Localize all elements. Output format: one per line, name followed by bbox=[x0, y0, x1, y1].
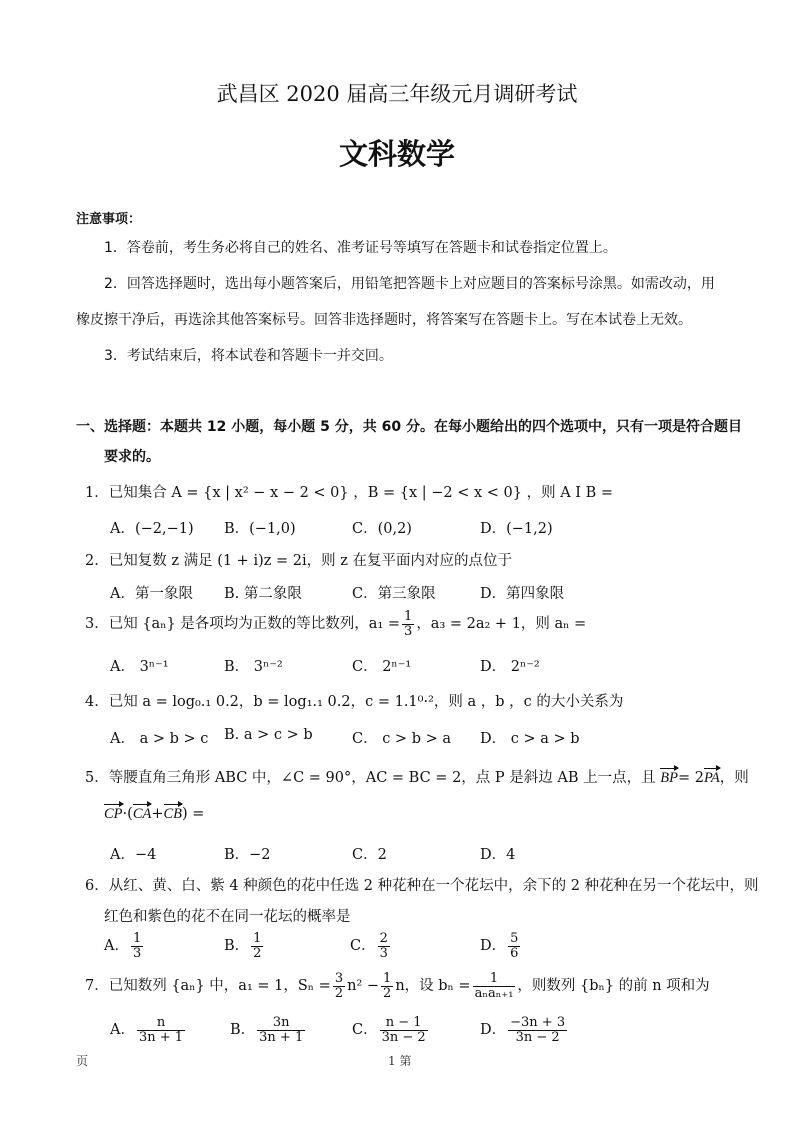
q7-option-c bbox=[352, 1016, 430, 1044]
q7-option-b bbox=[230, 1016, 307, 1044]
q5-option-d: D．4 bbox=[480, 847, 516, 863]
q3-frac-den: 3 bbox=[404, 623, 413, 639]
q1-option-b: B．(−1,0) bbox=[224, 521, 296, 537]
q2-option-b: B. 第二象限 bbox=[224, 586, 302, 602]
q2-option-c: C．第三象限 bbox=[352, 586, 436, 602]
q3-frac-num: 1 bbox=[404, 609, 413, 624]
question-1-stem: 1．已知集合 A = {x | x² − x − 2 < 0} ，B = {x | −2 < x < 0} ，则 A I B = bbox=[85, 485, 614, 501]
q7-f1-den: 2 bbox=[334, 985, 344, 1001]
q5-dot: ·( bbox=[122, 806, 133, 822]
q5-end: ) = bbox=[182, 806, 205, 822]
q6-a-fraction bbox=[131, 932, 143, 960]
q5-option-a: A．−4 bbox=[110, 847, 157, 863]
q7-a-label: A． bbox=[110, 1022, 135, 1039]
q7-a-den: 3n + 1 bbox=[138, 1029, 184, 1045]
notice-item-2-line-1: 2．回答选择题时，选出每小题答案后，用铅笔把答题卡上对应题目的答案标号涂黑。如需改动，用 bbox=[104, 276, 715, 292]
q6-a-label: A． bbox=[104, 938, 129, 955]
q7-b-fraction bbox=[257, 1016, 305, 1044]
vector-cp: CP bbox=[104, 806, 123, 822]
q7-frac-1 bbox=[333, 972, 345, 1000]
q1-option-c: C．(0,2) bbox=[352, 521, 412, 537]
question-7-stem bbox=[85, 972, 710, 1000]
q6-d-den: 6 bbox=[510, 945, 519, 961]
q7-c-den: 3n − 2 bbox=[381, 1029, 426, 1045]
q6-d-fraction bbox=[508, 932, 520, 960]
q3-option-a: A． 3ⁿ⁻¹ bbox=[110, 659, 169, 675]
q2-option-a: A．第一象限 bbox=[110, 586, 193, 602]
notice-heading: 注意事项： bbox=[76, 212, 142, 227]
q6-b-num: 1 bbox=[253, 931, 262, 946]
q7-f3-num: 1 bbox=[473, 972, 516, 987]
q5-line1-post: ，则 bbox=[719, 770, 749, 786]
question-3-stem bbox=[85, 610, 586, 638]
q7-a-num: n bbox=[137, 1016, 185, 1031]
question-5-line-1 bbox=[85, 766, 749, 787]
q5-plus: + bbox=[151, 806, 164, 822]
q7-b-num: 3n bbox=[257, 1016, 305, 1031]
q7-c-num: n − 1 bbox=[380, 1016, 428, 1031]
question-6-line-1: 6．从红、黄、白、紫 4 种颜色的花中任选 2 种花种在一个花坛中，余下的 2 种花种在另一个花坛中，则 bbox=[85, 878, 759, 894]
q7-c-fraction bbox=[380, 1016, 428, 1044]
question-2-stem: 2．已知复数 z 满足 (1 + i)z = 2i，则 z 在复平面内对应的点位于 bbox=[85, 553, 512, 569]
q7-d-num: −3n + 3 bbox=[510, 1015, 566, 1030]
q3-stem-post: ，a₃ = 2a₂ + 1，则 aₙ = bbox=[416, 616, 587, 633]
q6-a-den: 3 bbox=[132, 945, 142, 961]
q5-eq: = 2 bbox=[677, 770, 704, 786]
q7-f3-den: aₙaₙ₊₁ bbox=[474, 985, 514, 1001]
vector-pa: PA bbox=[703, 770, 720, 786]
q6-c-den: 3 bbox=[379, 945, 388, 961]
section-heading: 一、选择题：本题共 12 小题，每小题 5 分，共 60 分。在每小题给出的四个选项中，只有一项是符合题目 bbox=[76, 419, 742, 435]
q6-option-c bbox=[350, 932, 392, 960]
q6-b-den: 2 bbox=[253, 945, 262, 961]
q6-d-num: 5 bbox=[510, 931, 519, 946]
q6-option-b bbox=[224, 932, 265, 960]
q6-c-num: 2 bbox=[379, 931, 388, 946]
q6-b-fraction bbox=[251, 932, 263, 960]
q6-d-label: D． bbox=[480, 938, 507, 955]
q7-d-den: 3n − 2 bbox=[515, 1029, 560, 1045]
question-6-line-2: 红色和紫色的花不在同一花坛的概率是 bbox=[104, 909, 351, 925]
notice-item-1: 1．答卷前，考生务必将自己的姓名、准考证号等填写在答题卡和试卷指定位置上。 bbox=[104, 240, 617, 256]
q6-c-fraction bbox=[378, 932, 390, 960]
q1-option-d: D．(−1,2) bbox=[480, 521, 553, 537]
q4-option-c: C． c > b > a bbox=[352, 731, 451, 747]
q4-option-d: D． c > a > b bbox=[480, 731, 580, 747]
q7-frac-2 bbox=[381, 972, 393, 1000]
notice-item-2-line-2: 橡皮擦干净后，再选涂其他答案标号。回答非选择题时，将答案写在答题卡上。写在本试卷上无效。 bbox=[76, 312, 692, 328]
q4-option-a: A． a > b > c bbox=[110, 731, 209, 747]
q7-f2-num: 1 bbox=[383, 971, 392, 986]
q6-b-label: B． bbox=[224, 938, 250, 955]
q1-option-a: A．(−2,−1) bbox=[110, 521, 194, 537]
q3-option-d: D． 2ⁿ⁻² bbox=[480, 659, 540, 675]
q7-f2-den: 2 bbox=[383, 985, 392, 1001]
q7-pre: 7．已知数列 {aₙ} 中，a₁ = 1，Sₙ = bbox=[85, 978, 331, 995]
q6-a-num: 1 bbox=[132, 931, 142, 946]
notice-item-3: 3．考试结束后，将本试卷和答题卡一并交回。 bbox=[104, 348, 393, 364]
exam-title: 武昌区 2020 届高三年级元月调研考试 bbox=[216, 82, 578, 106]
vector-cb: CB bbox=[163, 806, 183, 822]
q6-option-d bbox=[480, 932, 522, 960]
q7-option-d bbox=[480, 1016, 569, 1044]
q7-f1-num: 3 bbox=[334, 971, 344, 986]
q3-stem-pre: 3．已知 {aₙ} 是各项均为正数的等比数列，a₁ = bbox=[85, 616, 401, 633]
exam-subject: 文科数学 bbox=[338, 137, 455, 171]
q7-frac-3 bbox=[473, 972, 516, 1000]
q7-mid-1: n² − bbox=[347, 978, 380, 995]
q6-option-a bbox=[104, 932, 145, 960]
footer-page-label: 页 bbox=[76, 1054, 89, 1068]
q5-line1-pre: 5．等腰直角三角形 ABC 中，∠C = 90°，AC = BC = 2，点 P 是斜边 AB 上一点，且 bbox=[85, 770, 656, 786]
q7-b-label: B． bbox=[230, 1022, 256, 1039]
q7-d-fraction bbox=[508, 1016, 567, 1044]
q2-option-d: D．第四象限 bbox=[480, 586, 565, 602]
q7-a-fraction bbox=[137, 1016, 185, 1044]
q5-option-c: C．2 bbox=[352, 847, 387, 863]
q5-option-b: B．−2 bbox=[224, 847, 271, 863]
q7-option-a bbox=[110, 1016, 187, 1044]
vector-bp: BP bbox=[660, 770, 678, 786]
q7-mid-2: n，设 bₙ = bbox=[395, 978, 471, 995]
q7-b-den: 3n + 1 bbox=[259, 1029, 304, 1045]
q7-c-label: C． bbox=[352, 1022, 378, 1039]
vector-ca: CA bbox=[132, 806, 152, 822]
q3-fraction bbox=[402, 610, 414, 638]
q3-option-b: B． 3ⁿ⁻² bbox=[224, 659, 283, 675]
question-5-line-2 bbox=[104, 806, 204, 823]
section-heading-cont: 要求的。 bbox=[104, 449, 160, 465]
q6-c-label: C． bbox=[350, 938, 376, 955]
q4-option-b: B. a > c > b bbox=[224, 727, 313, 743]
q7-d-label: D． bbox=[480, 1022, 507, 1039]
q3-option-c: C． 2ⁿ⁻¹ bbox=[352, 659, 412, 675]
footer-page-number: 1 第 bbox=[388, 1054, 412, 1068]
q7-post: ，则数列 {bₙ} 的前 n 项和为 bbox=[517, 978, 710, 995]
question-4-stem: 4．已知 a = log₀.₁ 0.2，b = log₁.₁ 0.2，c = 1.1⁰·²，则 a ，b ，c 的大小关系为 bbox=[85, 694, 624, 710]
